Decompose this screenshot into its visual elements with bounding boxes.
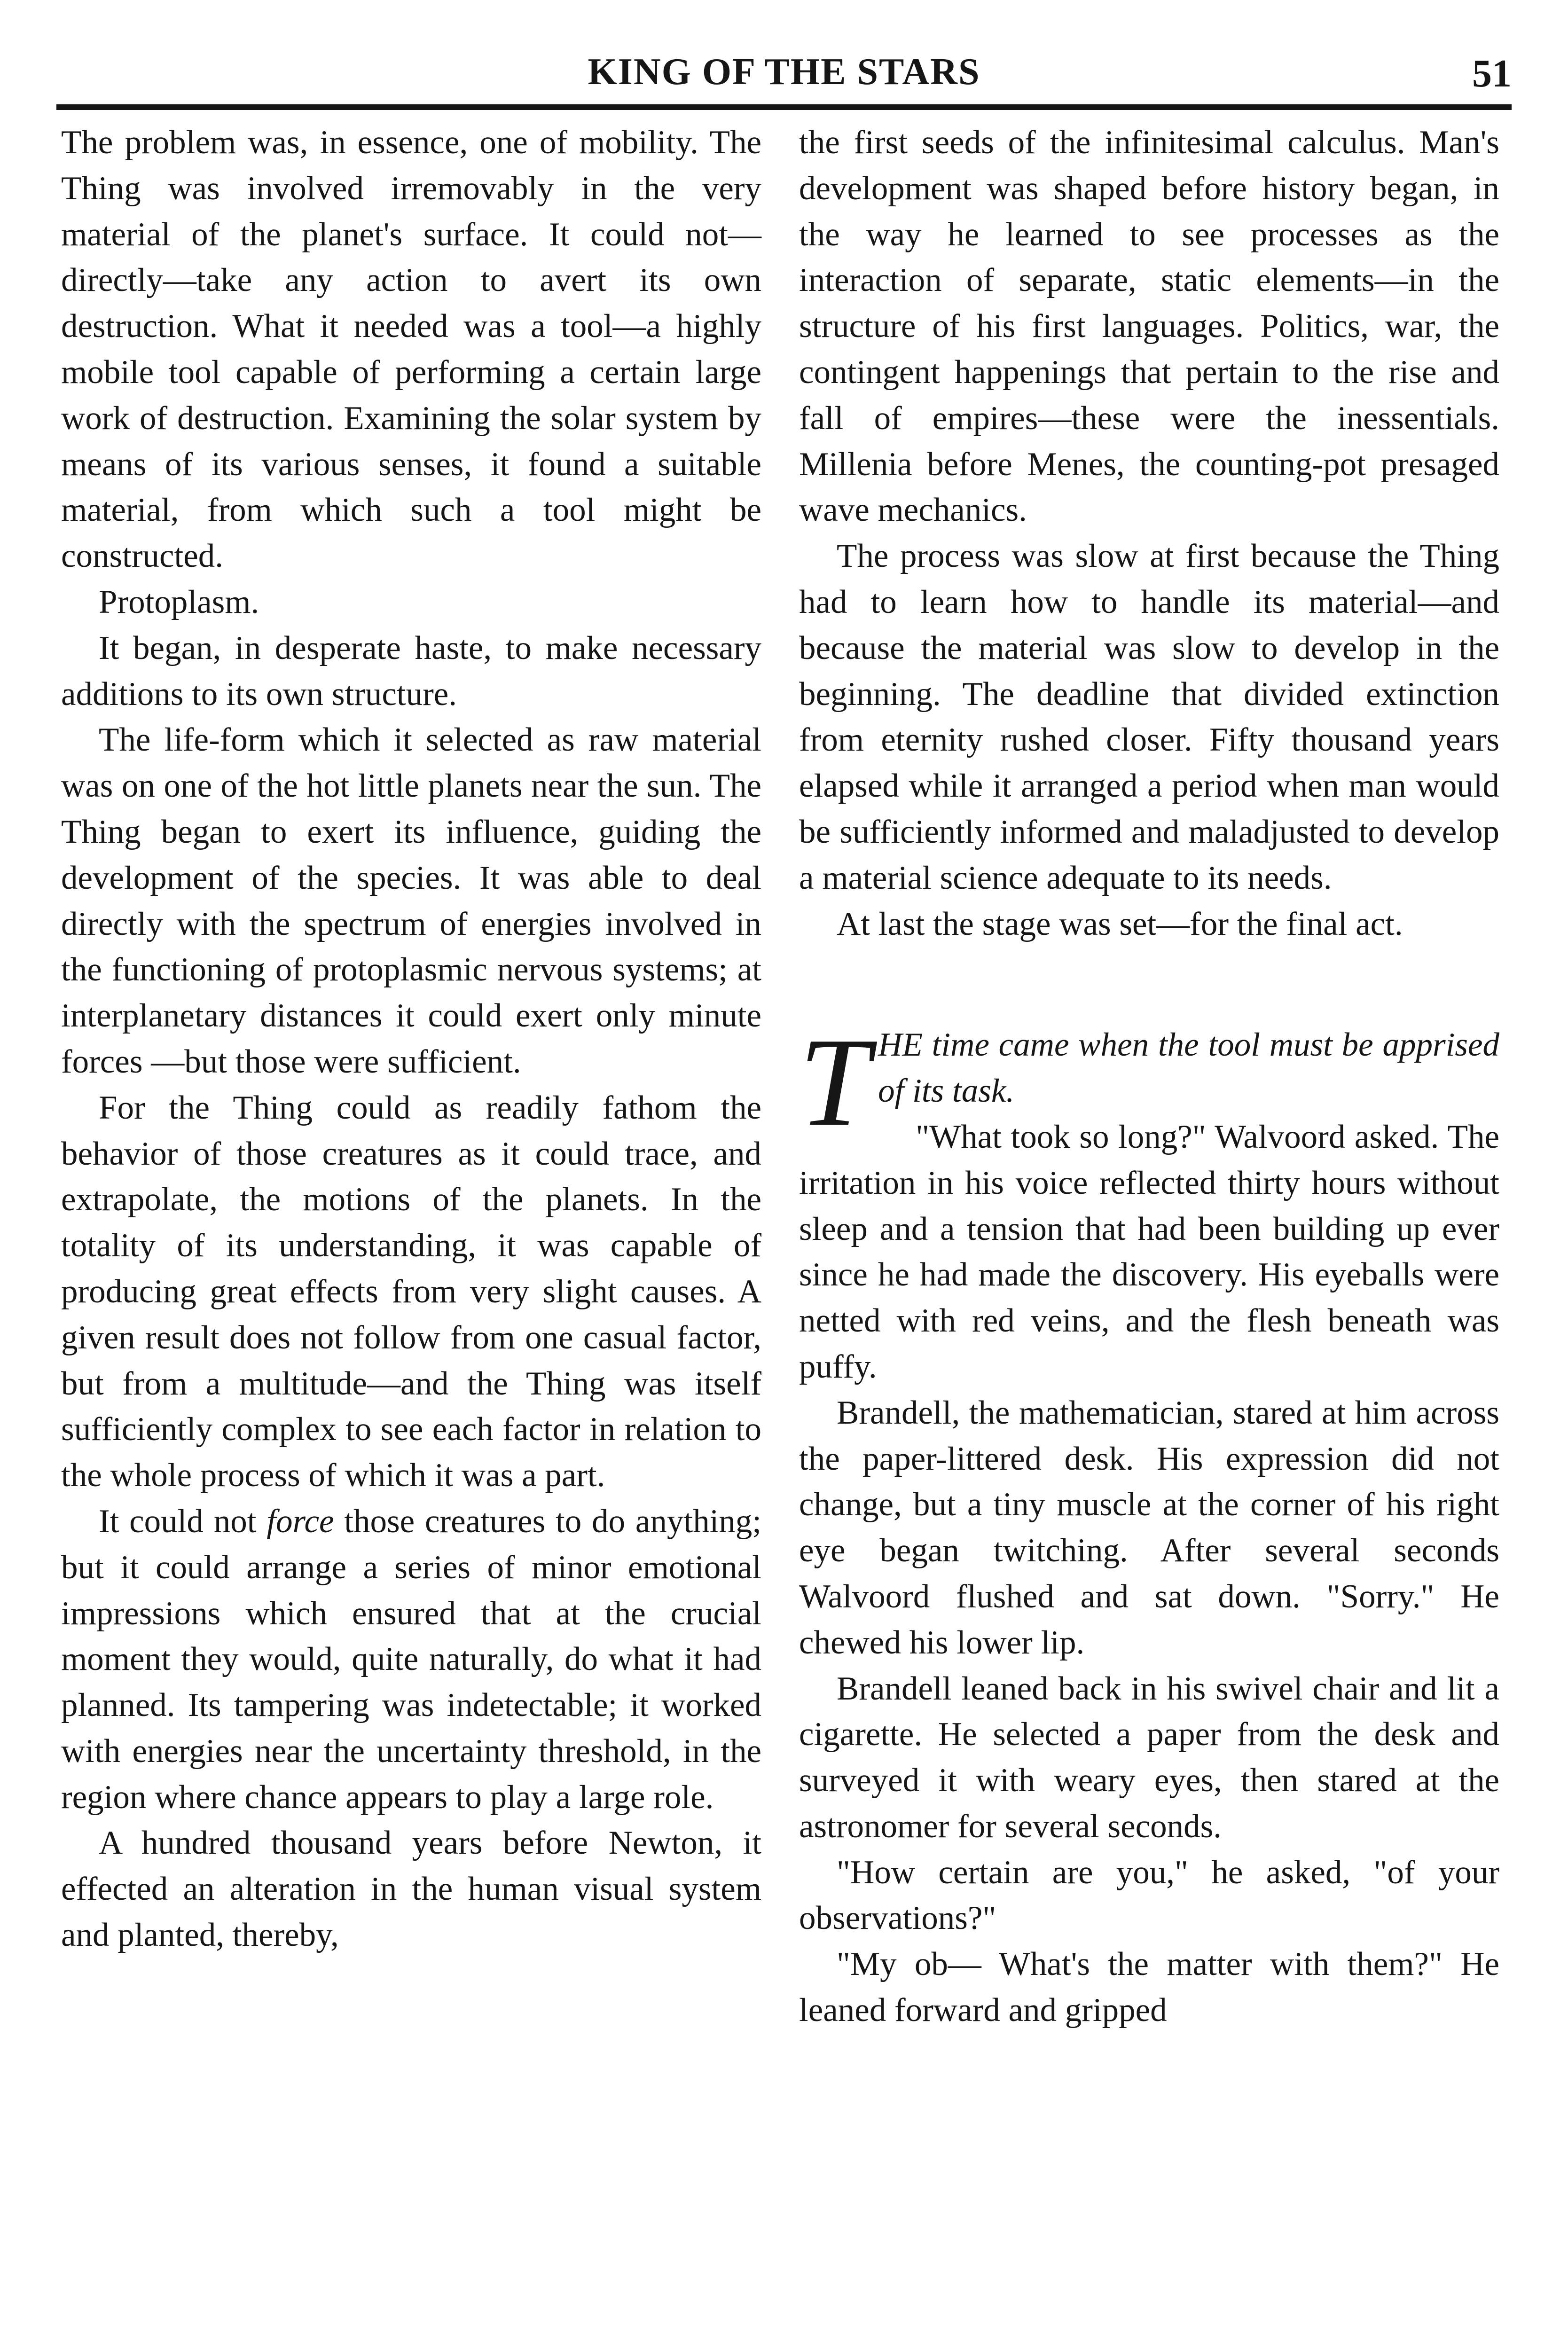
paragraph: A hundred thousand years before Newton, it effected an alteration in the human visual system and planted, thereby, [61,1825,761,1954]
header-rule [56,104,1512,110]
text-run: It could not [99,1503,257,1540]
section-break [799,947,1499,1022]
paragraph: The process was slow at first because the Thing had to learn how to handle its material—and because the material was slow to develop in the beginning. The deadline that divided extinction from eternity rushed closer. Fifty thousand years elapsed while it arranged a period when man would be sufficiently informed and maladjusted to develop a material science adequate to its needs. [799,538,1499,896]
italic-word: force [267,1503,334,1540]
page-number: 51 [1472,52,1512,95]
paragraph-with-italic [61,1499,761,1821]
running-title: KING OF THE STARS [588,51,980,93]
paragraph: The problem was, in essence, one of mobility. The Thing was involved irremovably in the very material of the planet's surface. It could not—directly—take any action to avert its own destruction. What it needed was a tool—a highly mobile tool capable of performing a certain large work of destruction. Examining the solar system by means of its various senses, it found a suitable material, from which such a tool might be constructed. [61,124,761,575]
paragraph: "What took so long?" Walvoord asked. The irritation in his voice reflected thirty hours without sleep and a tension that had been building up ever since he had made the discovery. His eyeballs were netted with red veins, and the flesh beneath was puffy. [799,1118,1499,1385]
paragraph: "How certain are you," he asked, "of your observations?" [799,1854,1499,1937]
left-column [61,120,761,1958]
drop-cap: T [799,1012,870,1153]
paragraph: the first seeds of the infinitesimal calculus. Man's development was shaped before history began, in the way he learned to see processes as the interaction of separate, static elements—in the structure of his first languages. Politics, war, the contingent happenings that pertain to the rise and fall of empires—these were the inessentials. Millenia before Menes, the counting-pot presaged wave mechanics. [799,124,1499,529]
paragraph: At last the stage was set—for the final act. [837,905,1403,942]
paragraph: Brandell, the mathematician, stared at him across the paper-littered desk. His expression did not change, but a tiny muscle at the corner of his right eye began twitching. After several seconds Walvoord flushed and sat down. "Sorry." He chewed his lower lip. [799,1394,1499,1661]
paragraph: Protoplasm. [99,583,259,620]
paragraph: The life-form which it selected as raw material was on one of the hot little planets near the sun. The Thing began to exert its influence, guiding the development of the species. It was able to deal directly with the spectrum of energies involved in the functioning of protoplasmic nervous systems; at interplanetary distances it could exert only minute forces —but those were sufficient. [61,721,761,1080]
paragraph: For the Thing could as readily fathom the behavior of those creatures as it could trace, and extrapolate, the motions of the planets. In the totality of its understanding, it was capable of producing great effects from very slight causes. A given result does not follow from one casual factor, but from a multitude—and the Thing was itself sufficiently complex to see each factor in relation to the whole process of which it was a part. [61,1089,761,1494]
paragraph: It began, in desperate haste, to make necessary additions to its own structure. [61,629,761,713]
right-column [799,120,1499,2034]
paragraph: "My ob— What's the matter with them?" He leaned forward and gripped [799,1946,1499,2029]
text-run: those creatures to do anything; but it could arrange a series of minor emotional impressions which ensured that at the crucial moment they would, quite naturally, do what it had planned. Its tampering was indetectable; it worked with energies near the uncertainty threshold, in the region where chance appears to play a large role. [61,1503,762,1816]
dropcap-paragraph [799,1012,1499,1153]
italic-lead-in: HE time came when the tool must be apprised of its task. [878,1026,1499,1110]
paragraph: Brandell leaned back in his swivel chair and lit a cigarette. He selected a paper from the desk and surveyed it with weary eyes, then stared at the astronomer for several seconds. [799,1670,1499,1845]
running-head [56,43,1512,114]
